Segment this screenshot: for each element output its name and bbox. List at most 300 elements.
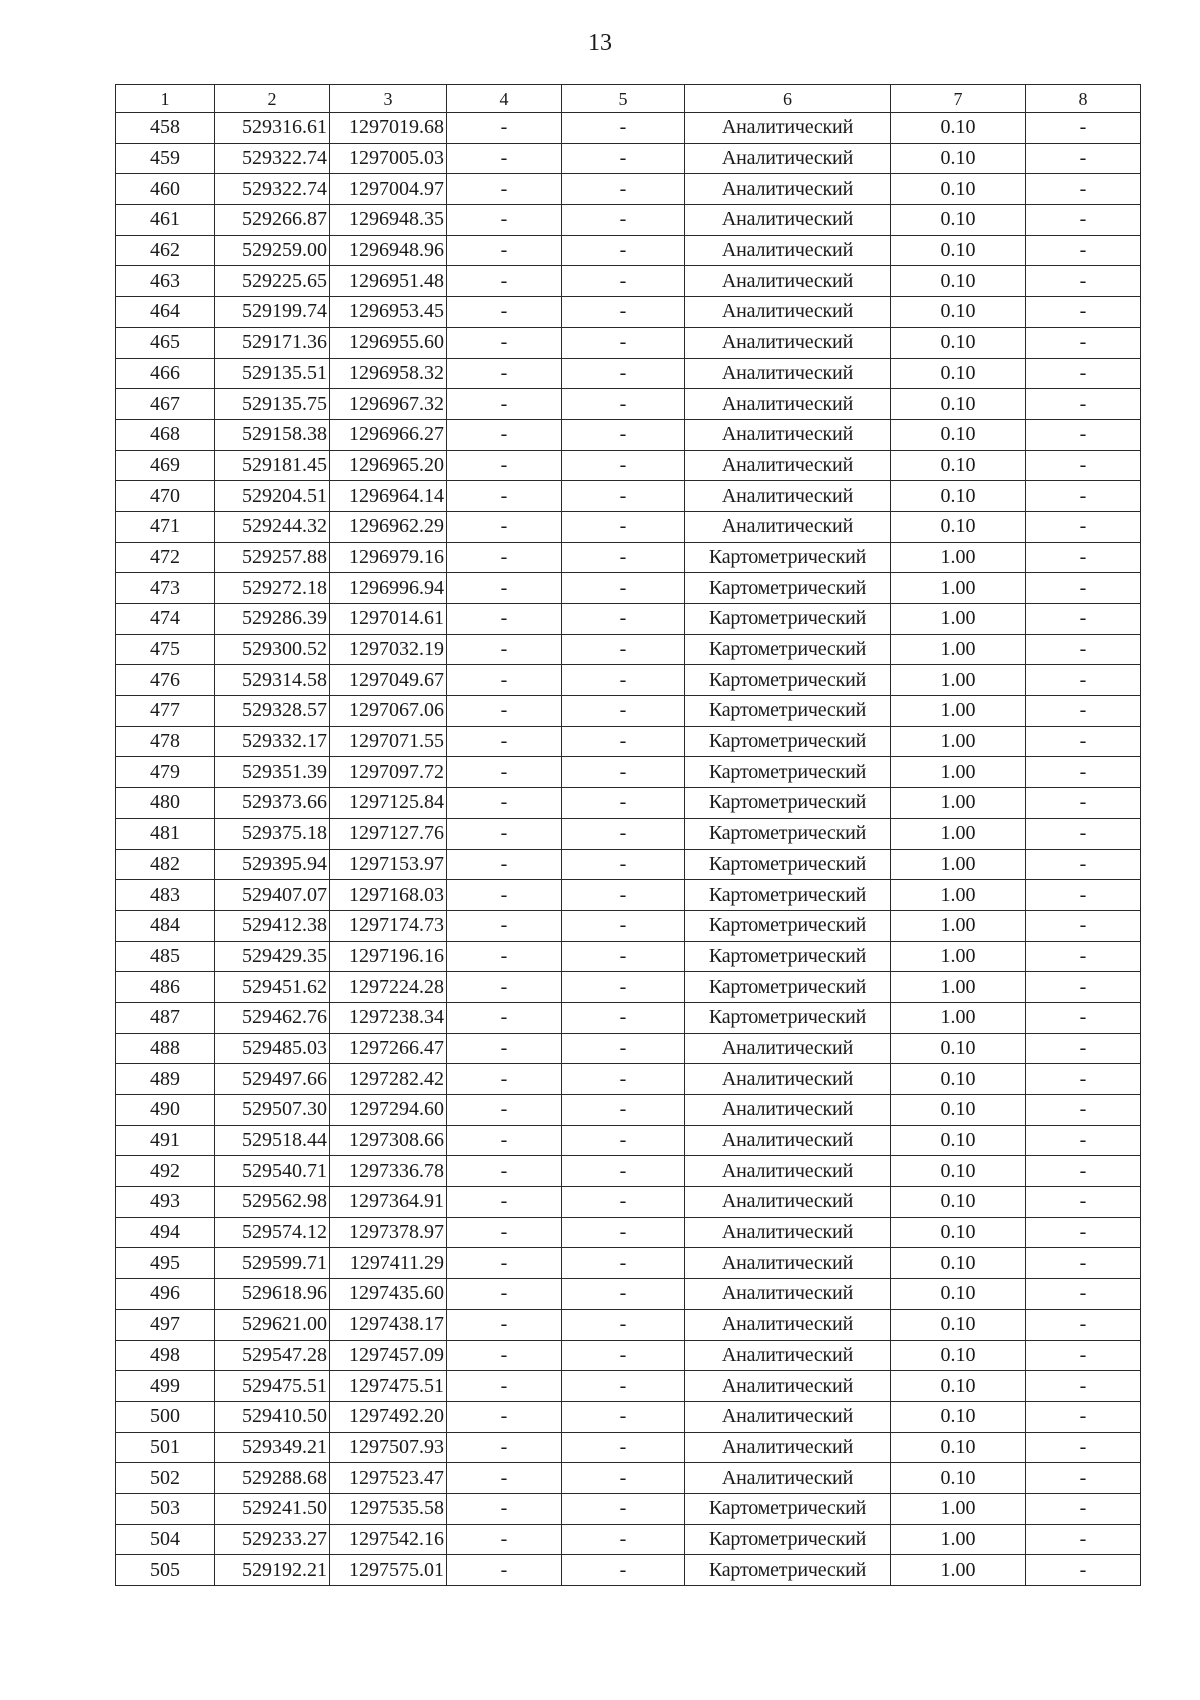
y-coordinate-cell: 1297507.93 <box>330 1432 447 1463</box>
method-cell: Картометрический <box>685 696 891 727</box>
accuracy-cell: 0.10 <box>891 143 1026 174</box>
column-8-cell: - <box>1026 665 1141 696</box>
y-coordinate-cell: 1296958.32 <box>330 358 447 389</box>
table-row <box>116 1401 1141 1432</box>
column-5-cell: - <box>562 481 685 512</box>
method-cell: Картометрический <box>685 665 891 696</box>
column-8-cell: - <box>1026 1309 1141 1340</box>
method-cell: Аналитический <box>685 1279 891 1310</box>
column-4-cell: - <box>447 910 562 941</box>
x-coordinate-cell: 529288.68 <box>215 1463 330 1494</box>
method-cell: Картометрический <box>685 1555 891 1586</box>
point-number-cell: 471 <box>116 511 215 542</box>
table-row <box>116 1463 1141 1494</box>
method-cell: Аналитический <box>685 511 891 542</box>
column-header: 3 <box>330 85 447 113</box>
column-4-cell: - <box>447 849 562 880</box>
x-coordinate-cell: 529233.27 <box>215 1524 330 1555</box>
column-5-cell: - <box>562 542 685 573</box>
table-row <box>116 1371 1141 1402</box>
x-coordinate-cell: 529507.30 <box>215 1095 330 1126</box>
point-number-cell: 476 <box>116 665 215 696</box>
y-coordinate-cell: 1297438.17 <box>330 1309 447 1340</box>
accuracy-cell: 1.00 <box>891 1493 1026 1524</box>
y-coordinate-cell: 1297575.01 <box>330 1555 447 1586</box>
column-5-cell: - <box>562 1371 685 1402</box>
table-row <box>116 1125 1141 1156</box>
point-number-cell: 502 <box>116 1463 215 1494</box>
column-8-cell: - <box>1026 1279 1141 1310</box>
x-coordinate-cell: 529332.17 <box>215 726 330 757</box>
point-number-cell: 489 <box>116 1064 215 1095</box>
table-row <box>116 972 1141 1003</box>
header-row <box>116 85 1141 113</box>
table-row <box>116 174 1141 205</box>
accuracy-cell: 0.10 <box>891 1248 1026 1279</box>
y-coordinate-cell: 1296948.35 <box>330 205 447 236</box>
method-cell: Аналитический <box>685 1095 891 1126</box>
y-coordinate-cell: 1297224.28 <box>330 972 447 1003</box>
column-8-cell: - <box>1026 1217 1141 1248</box>
column-8-cell: - <box>1026 1401 1141 1432</box>
column-4-cell: - <box>447 665 562 696</box>
column-header: 8 <box>1026 85 1141 113</box>
column-5-cell: - <box>562 1187 685 1218</box>
column-8-cell: - <box>1026 634 1141 665</box>
accuracy-cell: 0.10 <box>891 481 1026 512</box>
point-number-cell: 491 <box>116 1125 215 1156</box>
column-8-cell: - <box>1026 113 1141 144</box>
accuracy-cell: 0.10 <box>891 174 1026 205</box>
column-8-cell: - <box>1026 419 1141 450</box>
column-8-cell: - <box>1026 726 1141 757</box>
column-5-cell: - <box>562 1524 685 1555</box>
x-coordinate-cell: 529259.00 <box>215 235 330 266</box>
table-row <box>116 450 1141 481</box>
y-coordinate-cell: 1296996.94 <box>330 573 447 604</box>
column-5-cell: - <box>562 910 685 941</box>
column-8-cell: - <box>1026 1002 1141 1033</box>
point-number-cell: 483 <box>116 880 215 911</box>
point-number-cell: 495 <box>116 1248 215 1279</box>
column-5-cell: - <box>562 726 685 757</box>
table-row <box>116 1156 1141 1187</box>
column-5-cell: - <box>562 1432 685 1463</box>
column-4-cell: - <box>447 1217 562 1248</box>
x-coordinate-cell: 529375.18 <box>215 818 330 849</box>
accuracy-cell: 0.10 <box>891 419 1026 450</box>
column-header: 2 <box>215 85 330 113</box>
point-number-cell: 481 <box>116 818 215 849</box>
x-coordinate-cell: 529349.21 <box>215 1432 330 1463</box>
x-coordinate-cell: 529272.18 <box>215 573 330 604</box>
y-coordinate-cell: 1296955.60 <box>330 327 447 358</box>
method-cell: Аналитический <box>685 266 891 297</box>
x-coordinate-cell: 529518.44 <box>215 1125 330 1156</box>
column-8-cell: - <box>1026 143 1141 174</box>
method-cell: Картометрический <box>685 1002 891 1033</box>
table-row <box>116 327 1141 358</box>
x-coordinate-cell: 529351.39 <box>215 757 330 788</box>
point-number-cell: 466 <box>116 358 215 389</box>
column-8-cell: - <box>1026 573 1141 604</box>
column-4-cell: - <box>447 358 562 389</box>
table-row <box>116 1187 1141 1218</box>
column-4-cell: - <box>447 1248 562 1279</box>
column-5-cell: - <box>562 1309 685 1340</box>
y-coordinate-cell: 1297019.68 <box>330 113 447 144</box>
column-8-cell: - <box>1026 757 1141 788</box>
column-4-cell: - <box>447 818 562 849</box>
column-4-cell: - <box>447 696 562 727</box>
method-cell: Аналитический <box>685 1309 891 1340</box>
y-coordinate-cell: 1297282.42 <box>330 1064 447 1095</box>
table-row <box>116 634 1141 665</box>
column-header: 7 <box>891 85 1026 113</box>
table-row <box>116 1248 1141 1279</box>
column-5-cell: - <box>562 389 685 420</box>
column-4-cell: - <box>447 1340 562 1371</box>
method-cell: Аналитический <box>685 389 891 420</box>
table-row <box>116 1033 1141 1064</box>
column-4-cell: - <box>447 1493 562 1524</box>
accuracy-cell: 1.00 <box>891 941 1026 972</box>
column-4-cell: - <box>447 327 562 358</box>
y-coordinate-cell: 1297238.34 <box>330 1002 447 1033</box>
column-5-cell: - <box>562 1217 685 1248</box>
point-number-cell: 468 <box>116 419 215 450</box>
x-coordinate-cell: 529429.35 <box>215 941 330 972</box>
point-number-cell: 484 <box>116 910 215 941</box>
column-8-cell: - <box>1026 972 1141 1003</box>
column-4-cell: - <box>447 542 562 573</box>
column-4-cell: - <box>447 143 562 174</box>
x-coordinate-cell: 529225.65 <box>215 266 330 297</box>
column-4-cell: - <box>447 757 562 788</box>
column-8-cell: - <box>1026 1248 1141 1279</box>
accuracy-cell: 1.00 <box>891 1555 1026 1586</box>
x-coordinate-cell: 529621.00 <box>215 1309 330 1340</box>
point-number-cell: 472 <box>116 542 215 573</box>
table-row <box>116 757 1141 788</box>
y-coordinate-cell: 1296964.14 <box>330 481 447 512</box>
column-4-cell: - <box>447 1371 562 1402</box>
point-number-cell: 469 <box>116 450 215 481</box>
method-cell: Аналитический <box>685 297 891 328</box>
y-coordinate-cell: 1297364.91 <box>330 1187 447 1218</box>
method-cell: Аналитический <box>685 1187 891 1218</box>
method-cell: Картометрический <box>685 757 891 788</box>
x-coordinate-cell: 529410.50 <box>215 1401 330 1432</box>
column-8-cell: - <box>1026 696 1141 727</box>
column-4-cell: - <box>447 1524 562 1555</box>
column-4-cell: - <box>447 1002 562 1033</box>
point-number-cell: 474 <box>116 604 215 635</box>
x-coordinate-cell: 529135.75 <box>215 389 330 420</box>
column-5-cell: - <box>562 757 685 788</box>
accuracy-cell: 0.10 <box>891 1125 1026 1156</box>
column-8-cell: - <box>1026 880 1141 911</box>
column-5-cell: - <box>562 941 685 972</box>
point-number-cell: 496 <box>116 1279 215 1310</box>
point-number-cell: 463 <box>116 266 215 297</box>
column-4-cell: - <box>447 1432 562 1463</box>
method-cell: Аналитический <box>685 419 891 450</box>
column-8-cell: - <box>1026 1340 1141 1371</box>
method-cell: Аналитический <box>685 1033 891 1064</box>
table-row <box>116 941 1141 972</box>
point-number-cell: 494 <box>116 1217 215 1248</box>
column-8-cell: - <box>1026 849 1141 880</box>
method-cell: Аналитический <box>685 235 891 266</box>
point-number-cell: 490 <box>116 1095 215 1126</box>
column-4-cell: - <box>447 235 562 266</box>
accuracy-cell: 0.10 <box>891 1217 1026 1248</box>
y-coordinate-cell: 1297067.06 <box>330 696 447 727</box>
table-row <box>116 1279 1141 1310</box>
x-coordinate-cell: 529485.03 <box>215 1033 330 1064</box>
table-row <box>116 1340 1141 1371</box>
column-5-cell: - <box>562 665 685 696</box>
column-8-cell: - <box>1026 235 1141 266</box>
accuracy-cell: 1.00 <box>891 788 1026 819</box>
accuracy-cell: 0.10 <box>891 1156 1026 1187</box>
table-row <box>116 1493 1141 1524</box>
column-5-cell: - <box>562 1493 685 1524</box>
column-8-cell: - <box>1026 358 1141 389</box>
column-5-cell: - <box>562 450 685 481</box>
column-4-cell: - <box>447 573 562 604</box>
x-coordinate-cell: 529322.74 <box>215 174 330 205</box>
point-number-cell: 486 <box>116 972 215 1003</box>
accuracy-cell: 0.10 <box>891 1309 1026 1340</box>
x-coordinate-cell: 529300.52 <box>215 634 330 665</box>
x-coordinate-cell: 529451.62 <box>215 972 330 1003</box>
table-row <box>116 297 1141 328</box>
table-row <box>116 573 1141 604</box>
x-coordinate-cell: 529192.21 <box>215 1555 330 1586</box>
method-cell: Картометрический <box>685 542 891 573</box>
column-5-cell: - <box>562 113 685 144</box>
column-8-cell: - <box>1026 297 1141 328</box>
accuracy-cell: 0.10 <box>891 1064 1026 1095</box>
x-coordinate-cell: 529373.66 <box>215 788 330 819</box>
x-coordinate-cell: 529314.58 <box>215 665 330 696</box>
table-row <box>116 1095 1141 1126</box>
y-coordinate-cell: 1297174.73 <box>330 910 447 941</box>
column-5-cell: - <box>562 1095 685 1126</box>
column-4-cell: - <box>447 941 562 972</box>
method-cell: Картометрический <box>685 726 891 757</box>
y-coordinate-cell: 1297435.60 <box>330 1279 447 1310</box>
method-cell: Аналитический <box>685 1217 891 1248</box>
point-number-cell: 479 <box>116 757 215 788</box>
column-8-cell: - <box>1026 1555 1141 1586</box>
point-number-cell: 485 <box>116 941 215 972</box>
y-coordinate-cell: 1297097.72 <box>330 757 447 788</box>
column-5-cell: - <box>562 511 685 542</box>
point-number-cell: 503 <box>116 1493 215 1524</box>
column-header: 4 <box>447 85 562 113</box>
column-8-cell: - <box>1026 1095 1141 1126</box>
y-coordinate-cell: 1297004.97 <box>330 174 447 205</box>
x-coordinate-cell: 529540.71 <box>215 1156 330 1187</box>
accuracy-cell: 1.00 <box>891 757 1026 788</box>
x-coordinate-cell: 529316.61 <box>215 113 330 144</box>
point-number-cell: 497 <box>116 1309 215 1340</box>
column-4-cell: - <box>447 1309 562 1340</box>
column-4-cell: - <box>447 481 562 512</box>
y-coordinate-cell: 1296962.29 <box>330 511 447 542</box>
x-coordinate-cell: 529241.50 <box>215 1493 330 1524</box>
x-coordinate-cell: 529475.51 <box>215 1371 330 1402</box>
column-4-cell: - <box>447 266 562 297</box>
accuracy-cell: 1.00 <box>891 1524 1026 1555</box>
table-row <box>116 604 1141 635</box>
table-row <box>116 419 1141 450</box>
method-cell: Картометрический <box>685 788 891 819</box>
method-cell: Картометрический <box>685 1493 891 1524</box>
column-4-cell: - <box>447 450 562 481</box>
column-5-cell: - <box>562 604 685 635</box>
column-5-cell: - <box>562 1340 685 1371</box>
point-number-cell: 498 <box>116 1340 215 1371</box>
accuracy-cell: 0.10 <box>891 389 1026 420</box>
method-cell: Картометрический <box>685 941 891 972</box>
y-coordinate-cell: 1297049.67 <box>330 665 447 696</box>
accuracy-cell: 0.10 <box>891 1401 1026 1432</box>
table-row <box>116 143 1141 174</box>
column-8-cell: - <box>1026 788 1141 819</box>
column-4-cell: - <box>447 1064 562 1095</box>
y-coordinate-cell: 1296965.20 <box>330 450 447 481</box>
column-8-cell: - <box>1026 1524 1141 1555</box>
column-4-cell: - <box>447 174 562 205</box>
x-coordinate-cell: 529199.74 <box>215 297 330 328</box>
accuracy-cell: 1.00 <box>891 573 1026 604</box>
point-number-cell: 501 <box>116 1432 215 1463</box>
point-number-cell: 500 <box>116 1401 215 1432</box>
y-coordinate-cell: 1297005.03 <box>330 143 447 174</box>
column-8-cell: - <box>1026 266 1141 297</box>
y-coordinate-cell: 1297127.76 <box>330 818 447 849</box>
column-5-cell: - <box>562 788 685 819</box>
accuracy-cell: 1.00 <box>891 634 1026 665</box>
column-8-cell: - <box>1026 205 1141 236</box>
column-8-cell: - <box>1026 941 1141 972</box>
table-row <box>116 696 1141 727</box>
column-8-cell: - <box>1026 511 1141 542</box>
point-number-cell: 475 <box>116 634 215 665</box>
y-coordinate-cell: 1297411.29 <box>330 1248 447 1279</box>
x-coordinate-cell: 529257.88 <box>215 542 330 573</box>
y-coordinate-cell: 1297378.97 <box>330 1217 447 1248</box>
accuracy-cell: 0.10 <box>891 358 1026 389</box>
column-8-cell: - <box>1026 389 1141 420</box>
column-5-cell: - <box>562 1279 685 1310</box>
column-8-cell: - <box>1026 1156 1141 1187</box>
column-5-cell: - <box>562 1248 685 1279</box>
page-number: 13 <box>588 30 612 56</box>
column-5-cell: - <box>562 1401 685 1432</box>
method-cell: Аналитический <box>685 1064 891 1095</box>
y-coordinate-cell: 1296951.48 <box>330 266 447 297</box>
x-coordinate-cell: 529135.51 <box>215 358 330 389</box>
table-row <box>116 849 1141 880</box>
column-8-cell: - <box>1026 327 1141 358</box>
column-4-cell: - <box>447 1125 562 1156</box>
y-coordinate-cell: 1297196.16 <box>330 941 447 972</box>
method-cell: Картометрический <box>685 972 891 1003</box>
table-row <box>116 542 1141 573</box>
column-8-cell: - <box>1026 910 1141 941</box>
table-row <box>116 1555 1141 1586</box>
x-coordinate-cell: 529322.74 <box>215 143 330 174</box>
method-cell: Аналитический <box>685 1156 891 1187</box>
x-coordinate-cell: 529158.38 <box>215 419 330 450</box>
table-row <box>116 1309 1141 1340</box>
column-5-cell: - <box>562 358 685 389</box>
column-4-cell: - <box>447 1033 562 1064</box>
accuracy-cell: 0.10 <box>891 1340 1026 1371</box>
y-coordinate-cell: 1297523.47 <box>330 1463 447 1494</box>
point-number-cell: 473 <box>116 573 215 604</box>
y-coordinate-cell: 1297266.47 <box>330 1033 447 1064</box>
y-coordinate-cell: 1297535.58 <box>330 1493 447 1524</box>
x-coordinate-cell: 529412.38 <box>215 910 330 941</box>
column-5-cell: - <box>562 849 685 880</box>
accuracy-cell: 0.10 <box>891 235 1026 266</box>
column-4-cell: - <box>447 389 562 420</box>
x-coordinate-cell: 529204.51 <box>215 481 330 512</box>
accuracy-cell: 0.10 <box>891 1279 1026 1310</box>
x-coordinate-cell: 529497.66 <box>215 1064 330 1095</box>
column-header: 1 <box>116 85 215 113</box>
method-cell: Аналитический <box>685 205 891 236</box>
column-5-cell: - <box>562 880 685 911</box>
column-4-cell: - <box>447 788 562 819</box>
method-cell: Аналитический <box>685 174 891 205</box>
point-number-cell: 465 <box>116 327 215 358</box>
accuracy-cell: 0.10 <box>891 1187 1026 1218</box>
accuracy-cell: 1.00 <box>891 849 1026 880</box>
table-row <box>116 113 1141 144</box>
column-8-cell: - <box>1026 1187 1141 1218</box>
column-4-cell: - <box>447 297 562 328</box>
method-cell: Аналитический <box>685 327 891 358</box>
method-cell: Картометрический <box>685 849 891 880</box>
method-cell: Аналитический <box>685 481 891 512</box>
method-cell: Аналитический <box>685 1371 891 1402</box>
x-coordinate-cell: 529562.98 <box>215 1187 330 1218</box>
x-coordinate-cell: 529574.12 <box>215 1217 330 1248</box>
point-number-cell: 464 <box>116 297 215 328</box>
table-row <box>116 1064 1141 1095</box>
column-8-cell: - <box>1026 1064 1141 1095</box>
method-cell: Картометрический <box>685 818 891 849</box>
column-5-cell: - <box>562 266 685 297</box>
point-number-cell: 470 <box>116 481 215 512</box>
point-number-cell: 458 <box>116 113 215 144</box>
column-5-cell: - <box>562 1002 685 1033</box>
column-8-cell: - <box>1026 174 1141 205</box>
method-cell: Картометрический <box>685 604 891 635</box>
point-number-cell: 488 <box>116 1033 215 1064</box>
point-number-cell: 480 <box>116 788 215 819</box>
y-coordinate-cell: 1297032.19 <box>330 634 447 665</box>
column-5-cell: - <box>562 972 685 1003</box>
method-cell: Аналитический <box>685 1432 891 1463</box>
